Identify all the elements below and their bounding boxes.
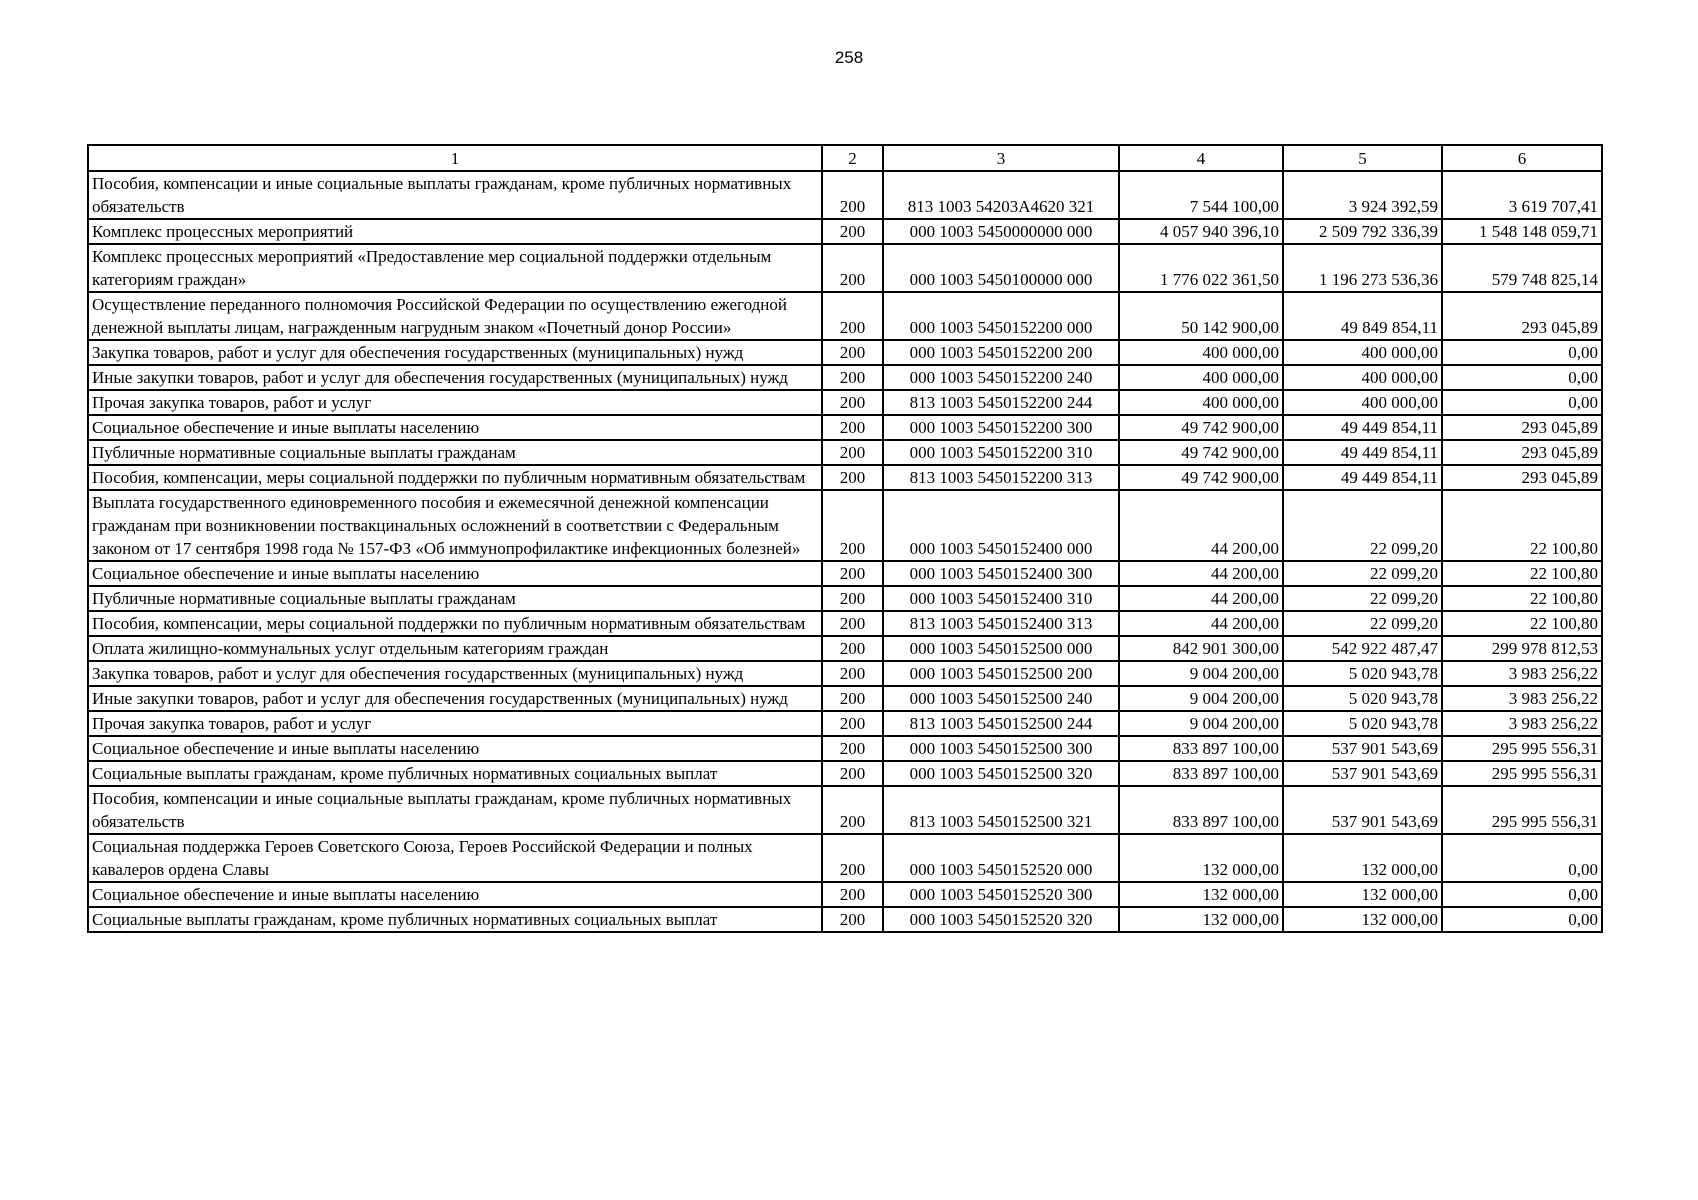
table-row: [88, 365, 1602, 390]
row-value6-cell: 22 100,80: [1442, 490, 1602, 561]
row-value6-cell: 3 983 256,22: [1442, 686, 1602, 711]
row-col2-cell: 200: [822, 171, 883, 219]
row-value4-cell: 9 004 200,00: [1119, 711, 1283, 736]
row-col2-cell: 200: [822, 686, 883, 711]
row-value6-cell: 299 978 812,53: [1442, 636, 1602, 661]
row-value4-cell: 7 544 100,00: [1119, 171, 1283, 219]
row-value5-cell: 400 000,00: [1283, 340, 1442, 365]
row-code-cell: 000 1003 5450152500 000: [883, 636, 1119, 661]
row-col2-cell: 200: [822, 561, 883, 586]
row-code-cell: 000 1003 5450152200 310: [883, 440, 1119, 465]
row-value5-cell: 22 099,20: [1283, 586, 1442, 611]
row-value5-cell: 5 020 943,78: [1283, 686, 1442, 711]
row-code-cell: 000 1003 5450152200 240: [883, 365, 1119, 390]
row-value5-cell: 132 000,00: [1283, 907, 1442, 932]
row-col2-cell: 200: [822, 786, 883, 834]
table-row: [88, 636, 1602, 661]
row-col2-cell: 200: [822, 586, 883, 611]
row-col2-cell: 200: [822, 636, 883, 661]
column-header: 3: [883, 145, 1119, 171]
row-code-cell: 813 1003 5450152500 244: [883, 711, 1119, 736]
row-col2-cell: 200: [822, 611, 883, 636]
row-code-cell: 000 1003 5450152200 300: [883, 415, 1119, 440]
row-value4-cell: 44 200,00: [1119, 561, 1283, 586]
table-row: [88, 661, 1602, 686]
row-value5-cell: 49 449 854,11: [1283, 440, 1442, 465]
column-header: 1: [88, 145, 822, 171]
row-name-cell: Пособия, компенсации и иные социальные выплаты гражданам, кроме публичных нормативных обязательств: [88, 171, 822, 219]
row-value5-cell: 49 449 854,11: [1283, 465, 1442, 490]
row-value6-cell: 579 748 825,14: [1442, 244, 1602, 292]
row-col2-cell: 200: [822, 736, 883, 761]
row-value4-cell: 132 000,00: [1119, 882, 1283, 907]
row-name-cell: Комплекс процессных мероприятий: [88, 219, 822, 244]
table-body: [88, 171, 1602, 932]
row-col2-cell: 200: [822, 292, 883, 340]
row-name-cell: Социальное обеспечение и иные выплаты населению: [88, 736, 822, 761]
row-value6-cell: 22 100,80: [1442, 586, 1602, 611]
row-code-cell: 000 1003 5450152520 320: [883, 907, 1119, 932]
row-value4-cell: 44 200,00: [1119, 611, 1283, 636]
row-value6-cell: 0,00: [1442, 834, 1602, 882]
table-row: [88, 490, 1602, 561]
table-row: [88, 882, 1602, 907]
row-value4-cell: 833 897 100,00: [1119, 761, 1283, 786]
row-code-cell: 813 1003 5450152200 244: [883, 390, 1119, 415]
budget-table: [87, 144, 1603, 933]
row-code-cell: 000 1003 5450152520 300: [883, 882, 1119, 907]
table-row: [88, 440, 1602, 465]
row-code-cell: 000 1003 5450152500 200: [883, 661, 1119, 686]
row-name-cell: Выплата государственного единовременного пособия и ежемесячной денежной компенсации гражданам при возникновении поствакцинальных осложнений в соответствии с Федеральным законом от 17 сентября 1998 года № 157-ФЗ «Об иммунопрофилактике инфекционных болезней»: [88, 490, 822, 561]
row-col2-cell: 200: [822, 219, 883, 244]
row-value4-cell: 1 776 022 361,50: [1119, 244, 1283, 292]
row-value6-cell: 0,00: [1442, 340, 1602, 365]
row-col2-cell: 200: [822, 340, 883, 365]
table-row: [88, 907, 1602, 932]
row-name-cell: Осуществление переданного полномочия Российской Федерации по осуществлению ежегодной денежной выплаты лицам, награжденным нагрудным знаком «Почетный донор России»: [88, 292, 822, 340]
row-value4-cell: 49 742 900,00: [1119, 465, 1283, 490]
row-code-cell: 000 1003 5450152400 000: [883, 490, 1119, 561]
row-value6-cell: 293 045,89: [1442, 415, 1602, 440]
row-value5-cell: 132 000,00: [1283, 882, 1442, 907]
row-col2-cell: 200: [822, 490, 883, 561]
row-code-cell: 000 1003 5450152400 300: [883, 561, 1119, 586]
row-value6-cell: 293 045,89: [1442, 292, 1602, 340]
row-value6-cell: 0,00: [1442, 907, 1602, 932]
column-header: 6: [1442, 145, 1602, 171]
row-value5-cell: 5 020 943,78: [1283, 711, 1442, 736]
row-value4-cell: 833 897 100,00: [1119, 786, 1283, 834]
column-header: 2: [822, 145, 883, 171]
table-row: [88, 171, 1602, 219]
row-code-cell: 000 1003 5450100000 000: [883, 244, 1119, 292]
row-value6-cell: 22 100,80: [1442, 611, 1602, 636]
table-row: [88, 340, 1602, 365]
row-value5-cell: 400 000,00: [1283, 365, 1442, 390]
row-value6-cell: 0,00: [1442, 365, 1602, 390]
row-value4-cell: 400 000,00: [1119, 365, 1283, 390]
row-value6-cell: 0,00: [1442, 390, 1602, 415]
table-row: [88, 736, 1602, 761]
row-col2-cell: 200: [822, 834, 883, 882]
row-code-cell: 813 1003 5450152500 321: [883, 786, 1119, 834]
table-row: [88, 390, 1602, 415]
row-value5-cell: 22 099,20: [1283, 561, 1442, 586]
row-col2-cell: 200: [822, 390, 883, 415]
page-number: 258: [834, 48, 864, 67]
table-row: [88, 586, 1602, 611]
row-value6-cell: 22 100,80: [1442, 561, 1602, 586]
row-name-cell: Пособия, компенсации, меры социальной поддержки по публичным нормативным обязательствам: [88, 611, 822, 636]
row-col2-cell: 200: [822, 882, 883, 907]
row-value4-cell: 44 200,00: [1119, 490, 1283, 561]
row-name-cell: Закупка товаров, работ и услуг для обеспечения государственных (муниципальных) нужд: [88, 340, 822, 365]
table-row: [88, 686, 1602, 711]
row-value5-cell: 49 449 854,11: [1283, 415, 1442, 440]
row-code-cell: 000 1003 5450000000 000: [883, 219, 1119, 244]
table-row: [88, 219, 1602, 244]
table-row: [88, 611, 1602, 636]
row-name-cell: Иные закупки товаров, работ и услуг для обеспечения государственных (муниципальных) нужд: [88, 365, 822, 390]
row-code-cell: 000 1003 5450152200 200: [883, 340, 1119, 365]
row-name-cell: Социальное обеспечение и иные выплаты населению: [88, 882, 822, 907]
row-col2-cell: 200: [822, 415, 883, 440]
row-value5-cell: 3 924 392,59: [1283, 171, 1442, 219]
row-value4-cell: 833 897 100,00: [1119, 736, 1283, 761]
row-col2-cell: 200: [822, 440, 883, 465]
row-value6-cell: 293 045,89: [1442, 465, 1602, 490]
table-row: [88, 415, 1602, 440]
row-name-cell: Социальное обеспечение и иные выплаты населению: [88, 561, 822, 586]
row-name-cell: Иные закупки товаров, работ и услуг для обеспечения государственных (муниципальных) нужд: [88, 686, 822, 711]
table-row: [88, 834, 1602, 882]
row-value5-cell: 2 509 792 336,39: [1283, 219, 1442, 244]
row-code-cell: 000 1003 5450152500 300: [883, 736, 1119, 761]
row-value6-cell: 3 983 256,22: [1442, 711, 1602, 736]
row-value5-cell: 22 099,20: [1283, 490, 1442, 561]
row-code-cell: 813 1003 5450152400 313: [883, 611, 1119, 636]
row-name-cell: Закупка товаров, работ и услуг для обеспечения государственных (муниципальных) нужд: [88, 661, 822, 686]
row-value5-cell: 22 099,20: [1283, 611, 1442, 636]
row-name-cell: Пособия, компенсации и иные социальные выплаты гражданам, кроме публичных нормативных обязательств: [88, 786, 822, 834]
row-col2-cell: 200: [822, 365, 883, 390]
row-name-cell: Социальные выплаты гражданам, кроме публичных нормативных социальных выплат: [88, 761, 822, 786]
row-value4-cell: 9 004 200,00: [1119, 686, 1283, 711]
row-name-cell: Публичные нормативные социальные выплаты гражданам: [88, 586, 822, 611]
row-code-cell: 000 1003 5450152500 240: [883, 686, 1119, 711]
row-value6-cell: 0,00: [1442, 882, 1602, 907]
row-code-cell: 000 1003 5450152500 320: [883, 761, 1119, 786]
row-value4-cell: 44 200,00: [1119, 586, 1283, 611]
row-value6-cell: 293 045,89: [1442, 440, 1602, 465]
row-value4-cell: 132 000,00: [1119, 834, 1283, 882]
row-value5-cell: 400 000,00: [1283, 390, 1442, 415]
row-value5-cell: 537 901 543,69: [1283, 736, 1442, 761]
table-row: [88, 561, 1602, 586]
row-value4-cell: 842 901 300,00: [1119, 636, 1283, 661]
row-value4-cell: 132 000,00: [1119, 907, 1283, 932]
row-code-cell: 000 1003 5450152400 310: [883, 586, 1119, 611]
column-header: 5: [1283, 145, 1442, 171]
row-col2-cell: 200: [822, 711, 883, 736]
row-value4-cell: 50 142 900,00: [1119, 292, 1283, 340]
row-name-cell: Социальные выплаты гражданам, кроме публичных нормативных социальных выплат: [88, 907, 822, 932]
row-name-cell: Прочая закупка товаров, работ и услуг: [88, 711, 822, 736]
row-value4-cell: 49 742 900,00: [1119, 415, 1283, 440]
row-value5-cell: 132 000,00: [1283, 834, 1442, 882]
column-header: 4: [1119, 145, 1283, 171]
row-name-cell: Оплата жилищно-коммунальных услуг отдельным категориям граждан: [88, 636, 822, 661]
table-header-row: [88, 145, 1602, 171]
row-code-cell: 000 1003 5450152520 000: [883, 834, 1119, 882]
row-value6-cell: 295 995 556,31: [1442, 786, 1602, 834]
row-value5-cell: 49 849 854,11: [1283, 292, 1442, 340]
row-value4-cell: 49 742 900,00: [1119, 440, 1283, 465]
row-value4-cell: 400 000,00: [1119, 390, 1283, 415]
row-col2-cell: 200: [822, 907, 883, 932]
table-row: [88, 761, 1602, 786]
row-name-cell: Социальное обеспечение и иные выплаты населению: [88, 415, 822, 440]
table-row: [88, 711, 1602, 736]
row-name-cell: Публичные нормативные социальные выплаты гражданам: [88, 440, 822, 465]
table-row: [88, 292, 1602, 340]
table-row: [88, 244, 1602, 292]
row-name-cell: Прочая закупка товаров, работ и услуг: [88, 390, 822, 415]
row-col2-cell: 200: [822, 465, 883, 490]
row-value6-cell: 3 983 256,22: [1442, 661, 1602, 686]
row-name-cell: Пособия, компенсации, меры социальной поддержки по публичным нормативным обязательствам: [88, 465, 822, 490]
row-value5-cell: 542 922 487,47: [1283, 636, 1442, 661]
table-row: [88, 465, 1602, 490]
row-col2-cell: 200: [822, 244, 883, 292]
row-code-cell: 000 1003 5450152200 000: [883, 292, 1119, 340]
table-row: [88, 786, 1602, 834]
row-name-cell: Социальная поддержка Героев Советского Союза, Героев Российской Федерации и полных кавалеров ордена Славы: [88, 834, 822, 882]
row-value5-cell: 537 901 543,69: [1283, 786, 1442, 834]
row-col2-cell: 200: [822, 661, 883, 686]
row-value5-cell: 537 901 543,69: [1283, 761, 1442, 786]
row-value5-cell: 1 196 273 536,36: [1283, 244, 1442, 292]
row-value6-cell: 1 548 148 059,71: [1442, 219, 1602, 244]
row-value4-cell: 4 057 940 396,10: [1119, 219, 1283, 244]
row-col2-cell: 200: [822, 761, 883, 786]
row-value5-cell: 5 020 943,78: [1283, 661, 1442, 686]
row-name-cell: Комплекс процессных мероприятий «Предоставление мер социальной поддержки отдельным категориям граждан»: [88, 244, 822, 292]
row-value6-cell: 295 995 556,31: [1442, 736, 1602, 761]
row-code-cell: 813 1003 54203А4620 321: [883, 171, 1119, 219]
row-value6-cell: 295 995 556,31: [1442, 761, 1602, 786]
row-code-cell: 813 1003 5450152200 313: [883, 465, 1119, 490]
row-value4-cell: 400 000,00: [1119, 340, 1283, 365]
row-value4-cell: 9 004 200,00: [1119, 661, 1283, 686]
row-value6-cell: 3 619 707,41: [1442, 171, 1602, 219]
